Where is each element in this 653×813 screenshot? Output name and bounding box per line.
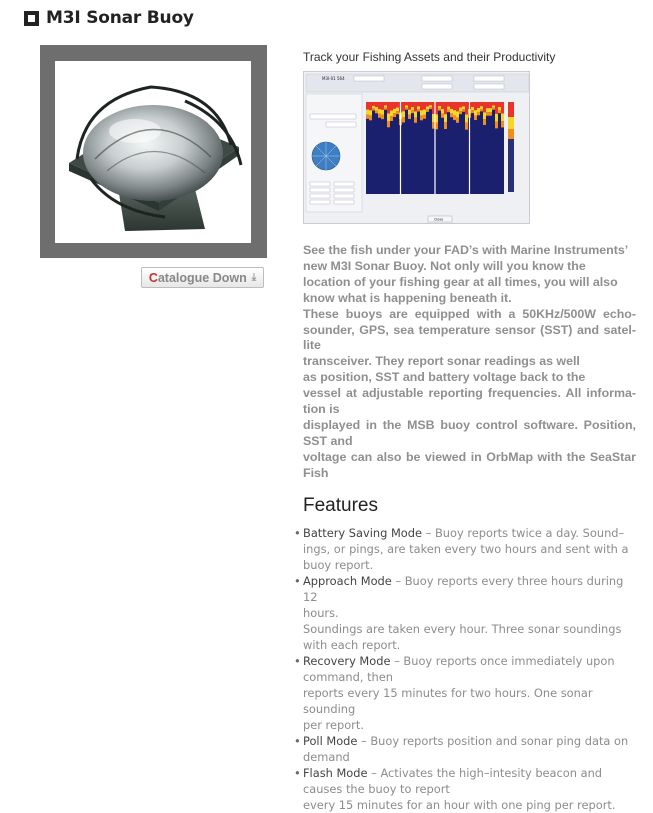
echogram-cell [462,109,465,111]
echogram-cell [495,114,498,122]
echogram-cell [444,102,447,114]
echogram-cell [498,107,501,110]
echogram-cell [489,112,492,115]
echogram-cell [423,102,426,110]
echogram-cell [423,110,426,115]
echogram-cell [381,102,384,110]
catalogue-label: atalogue Down [157,270,247,285]
echogram-cell [417,109,420,111]
echogram-cell [471,110,474,113]
echogram-cell [372,108,375,110]
echogram-cell [390,102,393,111]
echogram-cell [369,102,372,110]
section-subtitle: Track your Fishing Assets and their Productivity [303,50,556,64]
echogram-cell [411,107,414,110]
bullet-icon: • [294,654,301,668]
feature-text: causes the buoy to report [303,782,450,796]
echogram-cell [426,109,429,111]
description-line: tion is [303,402,340,417]
echogram-cell [450,113,453,117]
echogram-cell [423,115,426,119]
description-line: sounder, GPS, sea temperature sensor (SST) and satel- [303,322,636,337]
echogram [366,102,504,194]
echogram-cell [372,102,375,106]
feature-text: – Buoy reports every three hours during 12 [303,574,624,604]
buoy-control-software-image [304,72,530,224]
screenshot-title: M3I-01 564 [322,76,345,81]
echogram-cell [471,107,474,110]
echogram-cell [501,121,504,127]
echogram-cell [444,114,447,122]
feature-item [294,733,639,765]
echogram-cell [438,108,441,110]
echogram-cell [381,115,384,119]
page-title: M3I Sonar Buoy [46,8,194,28]
echogram-cell [402,102,405,111]
echogram-cell [459,107,462,111]
echogram-cell [459,111,462,114]
feature-item [294,573,639,653]
catalogue-download-button[interactable] [141,267,264,288]
echogram-cell [387,121,390,127]
echogram-cell [453,102,456,110]
description-line: new M3I Sonar Buoy. Not only will you know the [303,258,586,273]
software-screenshot [303,71,530,224]
echogram-cell [459,102,462,107]
catalogue-label-first: C [148,270,158,285]
echogram-cell [474,110,477,115]
feature-text: – Buoy reports position and sonar ping data on [357,734,629,748]
echogram-cell [378,102,381,109]
echogram-cell [474,102,477,110]
echogram-cell [489,108,492,112]
echogram-cell [453,110,456,115]
echogram-cell [375,102,378,107]
echogram-cell [396,102,399,108]
description-line: displayed in the MSB buoy control software. Position, [303,417,636,432]
echogram-cell [369,110,372,116]
echogram-cell [456,102,459,111]
description-line: voltage can also be viewed in OrbMap with the SeaStar [303,449,636,464]
echogram-cell [414,102,417,111]
echogram-cell [486,108,489,112]
echogram-cell [480,106,483,109]
echogram-cell [441,114,444,118]
echogram-cell [396,108,399,112]
echogram-cell [462,102,465,106]
echogram-cell [426,106,429,109]
echogram-cell [387,102,390,113]
feature-text: – Buoy reports once immediately upon [390,654,615,668]
echogram-cell [396,111,399,114]
echogram-cell [417,102,420,106]
description-line: These buoys are equipped with a 50KHz/500W echo- [303,306,636,321]
echogram-cell [465,123,468,130]
feature-item [294,765,639,813]
description-line: SST and [303,433,353,448]
echogram-cell [492,108,495,110]
echogram-cell [465,102,468,114]
echogram-cell [447,107,450,110]
feature-name: Battery Saving Mode [303,526,423,540]
echogram-cell [480,102,483,106]
echogram-cell [366,115,369,119]
download-icon: ⤓ [251,272,257,283]
echogram-cell [390,116,393,121]
echogram-cell [375,107,378,110]
echogram-cell [471,102,474,107]
bullet-icon: • [294,766,301,780]
feature-text: hours. [303,606,339,620]
description-line: Fish [303,465,329,480]
feature-name: Recovery Mode [303,654,391,668]
feature-text: – Activates the high–intesity beacon and [367,766,603,780]
echogram-cell [414,111,417,117]
product-description [303,243,636,482]
echogram-cell [495,102,498,114]
echogram-cell [387,113,390,121]
feature-item [294,525,639,573]
echogram-cell [420,116,423,121]
echogram-cell [489,102,492,108]
feature-text: reports every 15 minutes for two hours. One sonar sounding [303,686,593,716]
feature-text: ings, or pings, are taken every two hours and sent with a [303,542,629,556]
echogram-cell [429,105,432,107]
echogram-cell [486,112,489,115]
feature-text: buoy report. [303,558,374,572]
echogram-cell [498,110,501,113]
echogram-cell [441,102,444,109]
echogram-cell [498,102,501,107]
echogram-cell [477,102,480,108]
description-line: lite [303,338,321,353]
description-line: location of your fishing gear at all times, you will also [303,274,618,289]
echogram-cell [378,109,381,114]
echogram-cell [405,105,408,107]
echogram-cell [480,109,483,111]
echogram-cell [384,108,387,110]
echogram-cell [426,102,429,106]
echogram-cell [372,106,375,109]
description-line: know what is happening beneath it. [303,290,512,305]
echogram-cell [384,105,387,107]
feature-text: Soundings are taken every hour. Three sonar soundings [303,622,622,636]
echogram-cell [477,112,480,115]
title-square-icon [24,11,39,26]
echogram-cell [378,114,381,118]
echogram-cell [501,102,504,113]
description-line: vessel at adjustable reporting frequencies. All informa- [303,386,636,401]
echogram-cell [447,110,450,113]
echogram-cell [438,102,441,106]
feature-text: per report. [303,718,364,732]
echogram-cell [486,102,489,108]
echogram-cell [408,110,411,115]
echogram-cell [402,111,405,117]
echogram-cell [483,119,486,125]
echogram-cell [483,112,486,119]
echogram-cell [375,111,378,114]
description-line: as position, SST and battery voltage back to the [303,370,586,385]
feature-item [294,653,639,733]
description-line: See the fish under your FAD’s with Marine Instruments’ [303,243,629,257]
echogram-cell [366,102,369,110]
feature-text: – Buoy reports twice a day. Sound– [422,526,625,540]
echogram-cell [411,110,414,113]
echogram-cell [408,102,411,110]
feature-text: every 15 minutes for an hour with one ping per report. [303,798,616,812]
echogram-cell [408,115,411,119]
echogram-cell [447,102,450,107]
echogram-cell [381,110,384,115]
echogram-cell [444,122,447,129]
feature-name: Flash Mode [303,766,368,780]
feature-text: with each report. [303,638,401,652]
echogram-cell [411,102,414,107]
echogram-cell [390,111,393,117]
echogram-cell [393,109,396,114]
features-list [294,525,639,813]
echogram-cell [429,107,432,109]
echogram-cell [450,109,453,114]
echogram-cell [429,102,432,105]
echogram-cell [369,116,372,121]
feature-text: demand [303,750,350,764]
echogram-cell [405,102,408,105]
product-photo [55,61,251,243]
echogram-cell [414,118,417,123]
echogram-cell [492,105,495,107]
echogram-cell [465,114,468,122]
echogram-cell [417,106,420,109]
echogram-cell [450,102,453,109]
features-heading: Features [303,495,378,516]
echogram-cell [405,108,408,110]
echogram-cell [462,106,465,109]
feature-text: command, then [303,670,394,684]
echogram-cell [393,113,396,117]
feature-name: Poll Mode [303,734,358,748]
echogram-cell [420,102,423,110]
bullet-icon: • [294,526,301,540]
echogram-cell [456,111,459,117]
bullet-icon: • [294,734,301,748]
echogram-cell [438,106,441,109]
echogram-cell [495,122,498,129]
echogram-cell [366,110,369,115]
feature-name: Approach Mode [303,574,392,588]
bullet-icon: • [294,574,301,588]
echogram-cell [474,116,477,121]
product-photo-frame [40,45,267,258]
echogram-cell [384,102,387,105]
echogram-cell [393,102,396,109]
echogram-cell [456,118,459,123]
echogram-cell [477,108,480,112]
echogram-cell [483,102,486,112]
page-title-row [24,8,194,28]
description-line: transceiver. They report sonar readings as well [303,354,580,369]
echogram-cell [501,113,504,121]
screenshot-close-label: Close [434,217,444,222]
echogram-cell [441,109,444,114]
echogram-cell [492,102,495,105]
echogram-cell [420,110,423,116]
sonar-buoy-image [55,61,251,243]
echogram-cell [453,116,456,121]
echogram-cell [402,117,405,122]
